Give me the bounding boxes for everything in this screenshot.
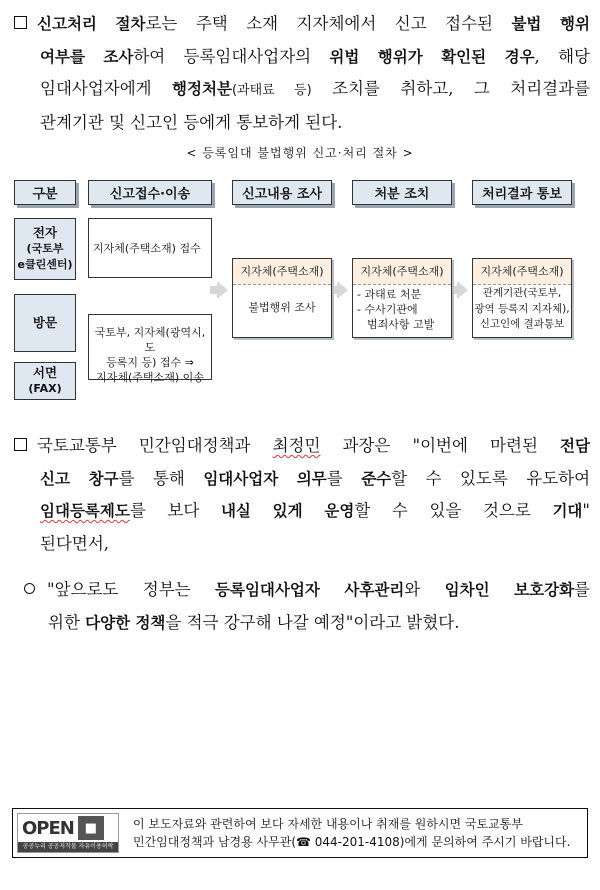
- contact-text: 이 보도자료와 관련하여 보다 자세한 내용이나 취재를 원하시면 국토교통부 민간임대정책과 남경용 사무관(☎ 044-201-4108)에게 문의하여 주시기 바랍니다.: [133, 817, 571, 849]
- notification-box: 지자체(주택소재) 관계기관(국토부, 광역 등록지 지자체), 신고인에 결과통보: [472, 258, 572, 338]
- disposition-box: 지자체(주택소재) - 과태료 처분 - 수사기관에 범죄사항 고발: [352, 258, 452, 338]
- receipt-box-local: 지자체(주택소재) 접수: [88, 218, 212, 278]
- para2-line4: 된다면서,: [40, 533, 110, 553]
- source-document: 서면 (FAX): [14, 362, 76, 400]
- checkbox-bullet-icon: [14, 438, 27, 451]
- para3-line1: "앞으로도 정부는 등록임대사업자 사후관리와 임차인 보호강화를: [14, 574, 590, 607]
- para2-line2: 신고 창구를 통해 임대사업자 의무를 준수할 수 있도록 유도하여: [40, 468, 591, 488]
- arrow-right-icon: [337, 281, 348, 299]
- disposition-item-fine: - 과태료 처분: [357, 288, 422, 301]
- para1-line2: 여부를 조사하여 등록임대사업자의 위법 행위가 확인된 경우, 해당: [40, 46, 590, 66]
- header-investigation: 신고내용 조사: [232, 180, 332, 205]
- source-visit: 방문: [14, 294, 76, 352]
- contact-footer: [12, 808, 588, 858]
- header-category: 구분: [14, 180, 76, 205]
- header-receipt: 신고접수·이송: [88, 180, 212, 205]
- investigation-box: [232, 258, 332, 338]
- para2-line3: 임대등록제도를 보다 내실 있게 운영할 수 있을 것으로 기대": [40, 501, 590, 520]
- disposition-head: 지자체(주택소재): [353, 259, 451, 285]
- arrow-right-icon: [457, 281, 468, 299]
- circle-bullet-icon: [24, 583, 35, 594]
- person-icon: ■: [78, 816, 104, 840]
- diagram-caption: < 등록임대 불법행위 신고·처리 절차 >: [186, 146, 414, 160]
- paragraph-procedure: [14, 8, 590, 138]
- paragraph-director-quote: [14, 430, 590, 559]
- para3-line2: 위한 다양한 정책을 적극 강구해 나갈 예정"이라고 밝혔다.: [48, 612, 460, 632]
- investigation-body: 불법행위 조사: [248, 301, 316, 314]
- header-disposition: 처분 조치: [352, 180, 452, 205]
- disposition-item-report: - 수사기관에: [357, 303, 418, 316]
- para2-line1: 국토교통부 민간임대정책과 최정민 과장은 "이번에 마련된 전담: [14, 430, 590, 463]
- open-license-logo: OPEN ■ 공공누리 공공저작물 자유이용허락: [17, 813, 119, 853]
- para1-line4: 관계기관 및 신고인 등에게 통보하게 된다.: [40, 112, 343, 132]
- investigation-head: 지자체(주택소재): [233, 259, 331, 285]
- arrow-right-icon: [217, 281, 228, 299]
- checkbox-bullet-icon: [14, 16, 27, 29]
- header-notification: 처리결과 통보: [472, 180, 572, 205]
- para1-line1: 신고처리 절차로는 주택 소재 지자체에서 신고 접수된 불법 행위: [14, 8, 590, 41]
- source-electronic: 전자 (국토부 e클린센터): [14, 218, 76, 280]
- para1-line3: 임대사업자에게 행정처분(과태료 등) 조치를 취하고, 그 처리결과를: [40, 79, 590, 98]
- receipt-box-transfer: 국토부, 지자체(광역시,도 등록지 등) 접수 ⇒ 지자체(주택소재) 이송: [88, 314, 212, 380]
- notification-head: 지자체(주택소재): [473, 259, 571, 285]
- paragraph-future-plan: [14, 574, 590, 639]
